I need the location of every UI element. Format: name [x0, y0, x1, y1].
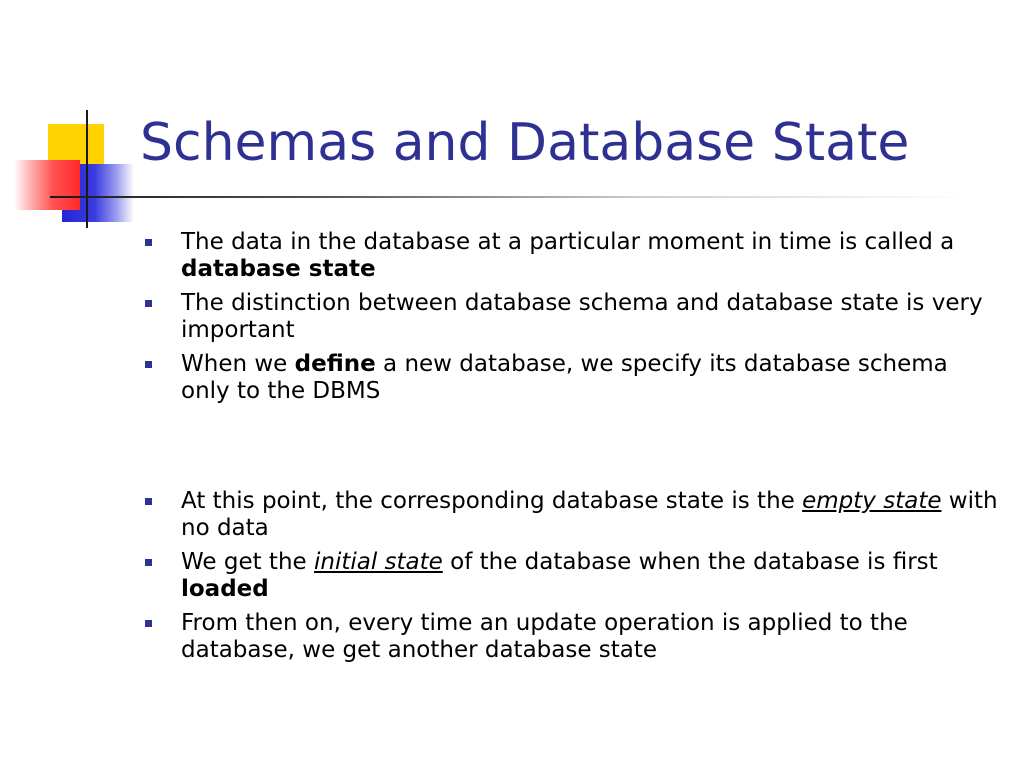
bullet-text: The distinction between database schema and database state is very important — [181, 290, 983, 343]
square-bullet-icon — [145, 559, 152, 566]
square-bullet-icon — [145, 361, 152, 368]
bullet-text: From then on, every time an update operation is applied to the database, we get another database state — [181, 610, 908, 663]
bullet-item — [150, 549, 1000, 603]
square-bullet-icon — [145, 239, 152, 246]
slide-title: Schemas and Database State — [140, 113, 910, 173]
bullet-item — [150, 610, 1000, 664]
logo-vertical-line — [86, 110, 88, 228]
bullet-emphasis-term: empty state — [802, 488, 942, 514]
bullet-item — [150, 488, 1000, 542]
title-underline-divider — [50, 196, 970, 198]
bullet-emphasis-term: initial state — [314, 549, 443, 575]
bullet-item — [150, 229, 1000, 283]
bullet-text: a new database, we specify its database schema only to the DBMS — [181, 351, 948, 404]
bullet-text: of the database when the database is first — [442, 549, 938, 575]
bullet-text: When we — [181, 351, 295, 377]
logo-red-square — [14, 160, 80, 210]
bullet-list — [150, 229, 1000, 671]
square-bullet-icon — [145, 620, 152, 627]
bullet-text: We get the — [181, 549, 314, 575]
bullet-bold-term: loaded — [181, 576, 269, 602]
bullet-bold-term: database state — [181, 256, 376, 282]
bullet-item — [150, 290, 1000, 344]
bullet-item — [150, 351, 1000, 405]
bullet-text: At this point, the corresponding database state is the — [181, 488, 803, 514]
square-bullet-icon — [145, 300, 152, 307]
bullet-text: with no data — [181, 488, 998, 541]
square-bullet-icon — [145, 498, 152, 505]
bullet-bold-term: define — [294, 351, 376, 377]
bullet-text: The data in the database at a particular moment in time is called a — [181, 229, 955, 255]
